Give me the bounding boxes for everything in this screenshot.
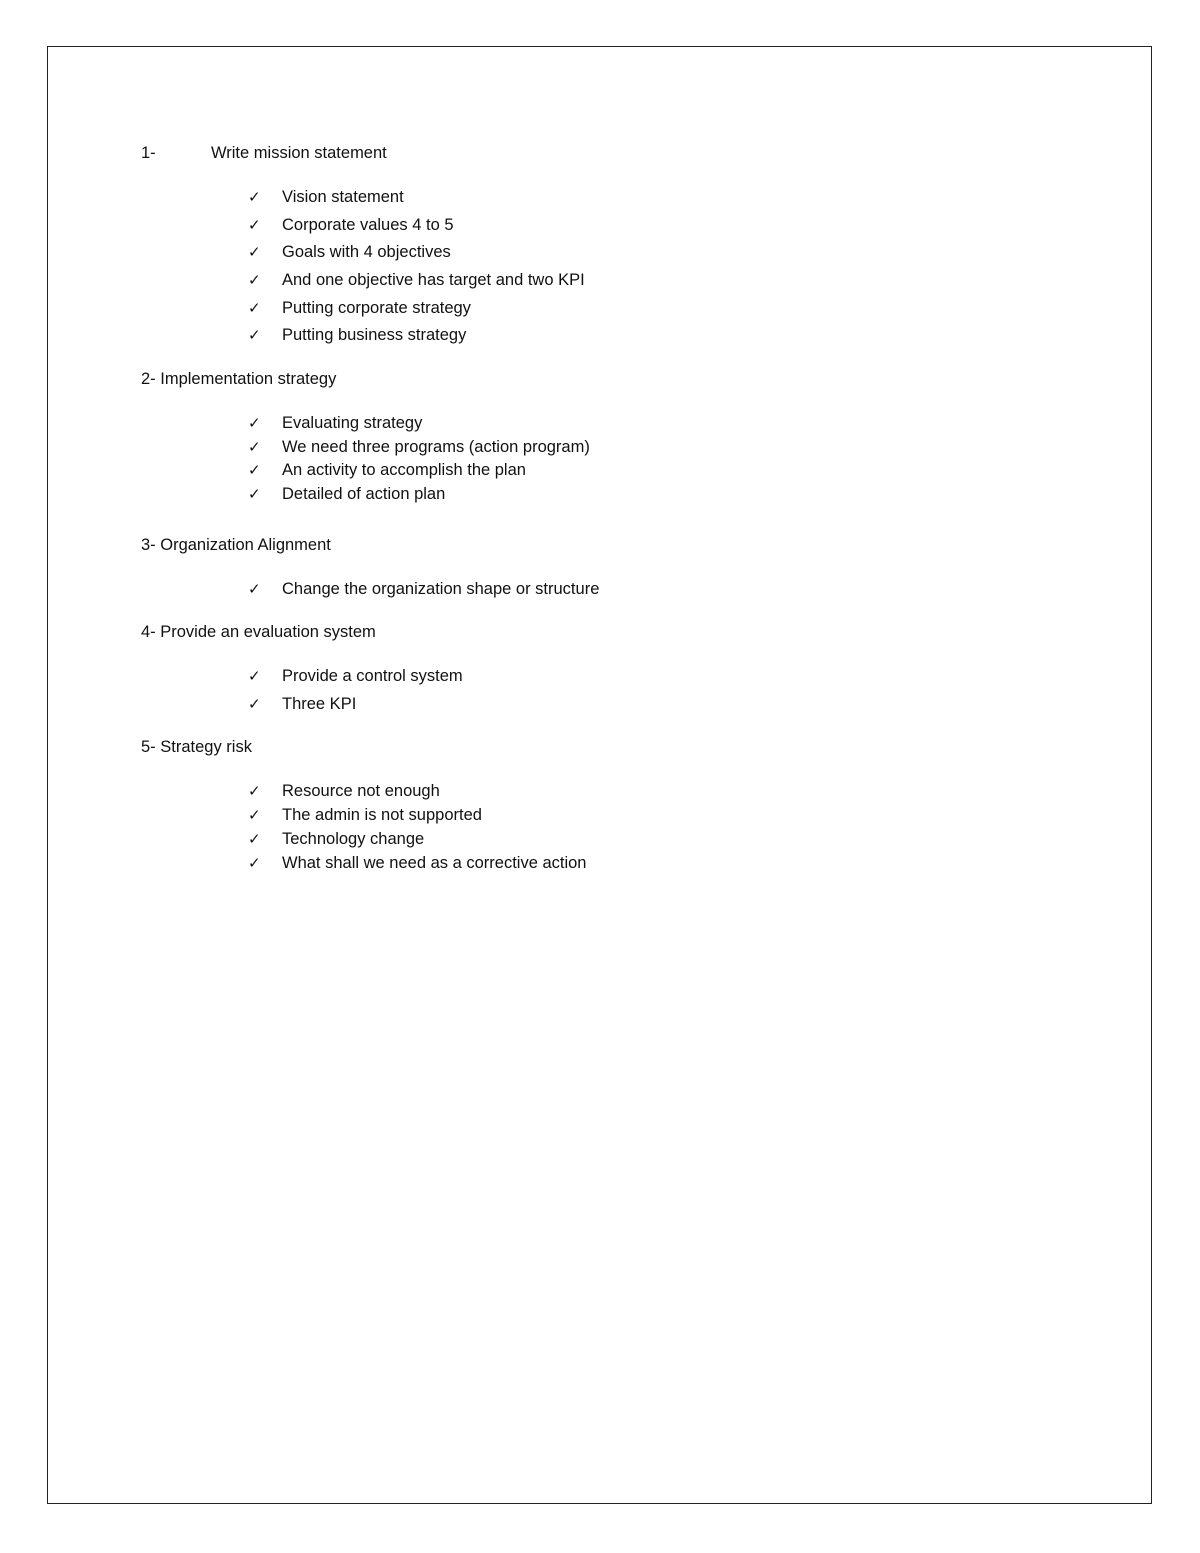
section-5-heading: 5- Strategy risk: [141, 737, 252, 756]
checkmark-icon: ✓: [248, 188, 261, 206]
section-5-list: [141, 780, 1041, 876]
list-item: [141, 324, 1041, 352]
list-item-text: Technology change: [282, 829, 425, 848]
list-item-text: Evaluating strategy: [282, 414, 423, 433]
list-item: [141, 852, 1041, 876]
document-body: [141, 142, 1041, 876]
list-item-text: What shall we need as a corrective action: [282, 853, 587, 872]
list-item: [141, 665, 1041, 693]
section-1-title: Write mission statement: [211, 144, 387, 162]
list-item-text: Putting corporate strategy: [282, 298, 471, 317]
list-item: [141, 436, 1041, 460]
list-item: [141, 459, 1041, 483]
list-item-text: And one objective has target and two KPI: [282, 271, 585, 290]
checkmark-icon: ✓: [248, 215, 261, 234]
checkmark-icon: ✓: [248, 326, 261, 345]
section-4-heading: 4- Provide an evaluation system: [141, 622, 376, 641]
list-item: [141, 297, 1041, 325]
list-item-text: The admin is not supported: [282, 805, 482, 824]
checkmark-icon: ✓: [248, 461, 261, 480]
section-2-heading: 2- Implementation strategy: [141, 370, 337, 389]
list-item-text: An activity to accomplish the plan: [282, 461, 526, 480]
section-1-heading: [141, 142, 1041, 164]
list-item-text: Provide a control system: [282, 666, 463, 685]
checkmark-icon: ✓: [248, 414, 261, 433]
list-item-text: Change the organization shape or structure: [282, 579, 600, 598]
list-item: [141, 693, 1041, 721]
section-2-list: [141, 412, 1041, 506]
checkmark-icon: ✓: [248, 271, 261, 290]
list-item: [141, 269, 1041, 297]
checkmark-icon: ✓: [248, 243, 261, 262]
section-1-number: 1-: [141, 144, 156, 162]
list-item: [141, 241, 1041, 269]
checkmark-icon: ✓: [248, 484, 261, 503]
list-item: [141, 780, 1041, 804]
list-item-text: Resource not enough: [282, 781, 440, 800]
checkmark-icon: ✓: [248, 853, 261, 872]
list-item-text: Three KPI: [282, 694, 357, 713]
checkmark-icon: ✓: [248, 781, 261, 800]
list-item-text: Goals with 4 objectives: [282, 243, 451, 262]
checkmark-icon: ✓: [248, 579, 261, 598]
list-item-text: Vision statement: [282, 188, 404, 206]
list-item: [141, 483, 1041, 507]
list-item-text: Putting business strategy: [282, 326, 467, 345]
checkmark-icon: ✓: [248, 298, 261, 317]
list-item-text: We need three programs (action program): [282, 437, 590, 456]
list-item: [141, 214, 1041, 242]
list-item-text: Detailed of action plan: [282, 484, 446, 503]
section-3-heading: 3- Organization Alignment: [141, 535, 331, 554]
checkmark-icon: ✓: [248, 666, 261, 685]
list-item: [141, 186, 1041, 214]
list-item: [141, 578, 1041, 605]
checkmark-icon: ✓: [248, 694, 261, 713]
list-item-text: Corporate values 4 to 5: [282, 215, 454, 234]
list-item: [141, 412, 1041, 436]
section-3-list: [141, 578, 1041, 605]
section-1-list: [141, 186, 1041, 352]
checkmark-icon: ✓: [248, 805, 261, 824]
list-item: [141, 804, 1041, 828]
checkmark-icon: ✓: [248, 437, 261, 456]
section-4-list: [141, 665, 1041, 721]
list-item: [141, 828, 1041, 852]
checkmark-icon: ✓: [248, 829, 261, 848]
